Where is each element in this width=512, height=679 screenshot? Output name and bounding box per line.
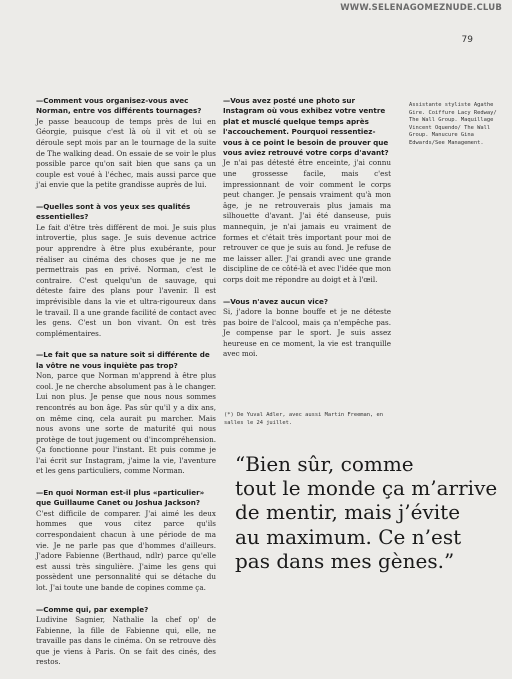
interview-question: —Le fait que sa nature soit si différente de la vôtre ne vous inquiète pas trop? xyxy=(36,350,210,370)
interview-answer: C'est difficile de comparer. J'ai aimé les deux hommes que vous citez parce qu'ils correspondaient chacun à une période de ma vie. Je ne parle pas que d'hommes d'ailleurs. J'adore Fabienne (Berthaud, ndlr) parce qu'elle est aussi très singulière. J'aime les gens qui possèdent une personnalité qui se détache du lot. J'ai toute une bande de copines comme ça. xyxy=(36,508,216,593)
interview-answer: Si, j'adore la bonne bouffe et je ne déteste pas boire de l'alcool, mais ça n'empêche pas. Je compense par le sport. Je suis assez heureuse en ce moment, la vie est tranquille avec moi. xyxy=(223,306,391,359)
interview-question: —Quelles sont à vos yeux ses qualités essentielles? xyxy=(36,201,191,222)
left-text-column xyxy=(36,96,216,679)
interview-answer: Le fait d'être très différent de moi. Je suis plus introvertie, plus sage. Je suis devenue actrice pour apprendre à être plus exubérante, pour réaliser au cinéma des choses que je ne me permettrais pas en privé. Norman, c'est le contraire. C'est quelqu'un de sauvage, qui déteste faire des plans pour l'avenir. Il est imprévisible dans la vie et ultra-rigoureux dans le travail. Il a une grande facilité de contact avec les gens. C'est un bon vivant. On est très complémentaires. xyxy=(36,222,216,338)
pull-quote-line: tout le monde ça m’arrive xyxy=(235,476,498,501)
pull-quote-line: “Bien sûr, comme xyxy=(235,452,414,476)
pull-quote xyxy=(235,452,498,573)
watermark-text: WWW.SELENAGOMEZNUDE.CLUB xyxy=(340,3,502,13)
pull-quote-line: de mentir, mais j’évite xyxy=(235,500,461,525)
pull-quote-line: au maximum. Ce n’est xyxy=(235,524,462,549)
footnote: (*) De Yuval Adler, avec aussi Martin Freeman, en salles le 24 juillet. xyxy=(224,412,384,426)
middle-text-column xyxy=(223,96,391,371)
interview-question: —Comment vous organisez-vous avec Norman, entre vos différents tournages? xyxy=(36,96,202,116)
pull-quote-line: pas dans mes gènes.” xyxy=(235,548,455,573)
photo-credits: Assistante styliste Agathe Gire. Coiffure Lacy Redway/ The Wall Group. Maquillage Vincent Oquendo/ The Wall Group. Manucure Gina Edwards/See Management. xyxy=(409,102,497,146)
interview-question: —Vous n'avez aucun vice? xyxy=(223,296,329,306)
page-number: 79 xyxy=(461,35,473,45)
interview-question: —Comme qui, par exemple? xyxy=(36,604,149,614)
interview-question: —En quoi Norman est-il plus «particulier» que Guillaume Canet ou Joshua Jackson? xyxy=(36,488,205,508)
interview-answer: Je n'ai pas détesté être enceinte, j'ai connu une grossesse facile, mais c'est impressionnant de voir comment le corps peut changer. Je pensais vraiment qu'à mon âge, je ne retrouverais plus jamais ma silhouette d'avant. J'ai été danseuse, puis mannequin, je n'ai jamais eu vraiment de formes et c'était très important pour moi de retrouver ce que je suis au fond. Je refuse de me laisser aller. J'ai grandi avec une grande discipline de ce côté-là et avec l'idée que mon corps doit me répondre au doigt et à l'œil. xyxy=(223,158,391,284)
interview-answer: Non, parce que Norman m'apprend à être plus cool. Je ne cherche absolument pas à le changer. Lui non plus. Je pense que nous nous sommes rencontrés au bon âge. Pas sûr qu'il y a dix ans, on même cinq, cela aurait pu marcher. Mais nous avons une sorte de maturité qui nous protège de tout jugement ou d'incompréhension. Ça fonctionne pour l'instant. Et puis comme je l'ai écrit sur Instagram, j'aime la vie, l'aventure et les gens particuliers, comme Norman. xyxy=(36,371,216,476)
interview-answer: Ludivine Sagnier, Nathalie la chef op' de Fabienne, la fille de Fabienne qui, elle, ne travaille pas dans le cinéma. On se retrouve dès que je viens à Paris. On se fait des cinés, des restos. xyxy=(36,615,216,667)
interview-answer: Je passe beaucoup de temps près de lui en Géorgie, puisque c'est là où il vit et où se déroule sept mois par an le tournage de la suite de The walking dead. On essaie de se voir le plus possible parce qu'on sait bien que sans ça un couple est voué à l'échec, mais aussi parce que j'ai envie que la petite grandisse auprès de lui. xyxy=(36,116,216,190)
interview-question: —Vous avez posté une photo sur Instagram où vous exhibez votre ventre plat et musclé quelque temps après l'accouchement. Pourquoi ressentiez-vous à ce point le besoin de prouver que vous aviez retrouvé votre corps d'avant? xyxy=(223,96,389,158)
